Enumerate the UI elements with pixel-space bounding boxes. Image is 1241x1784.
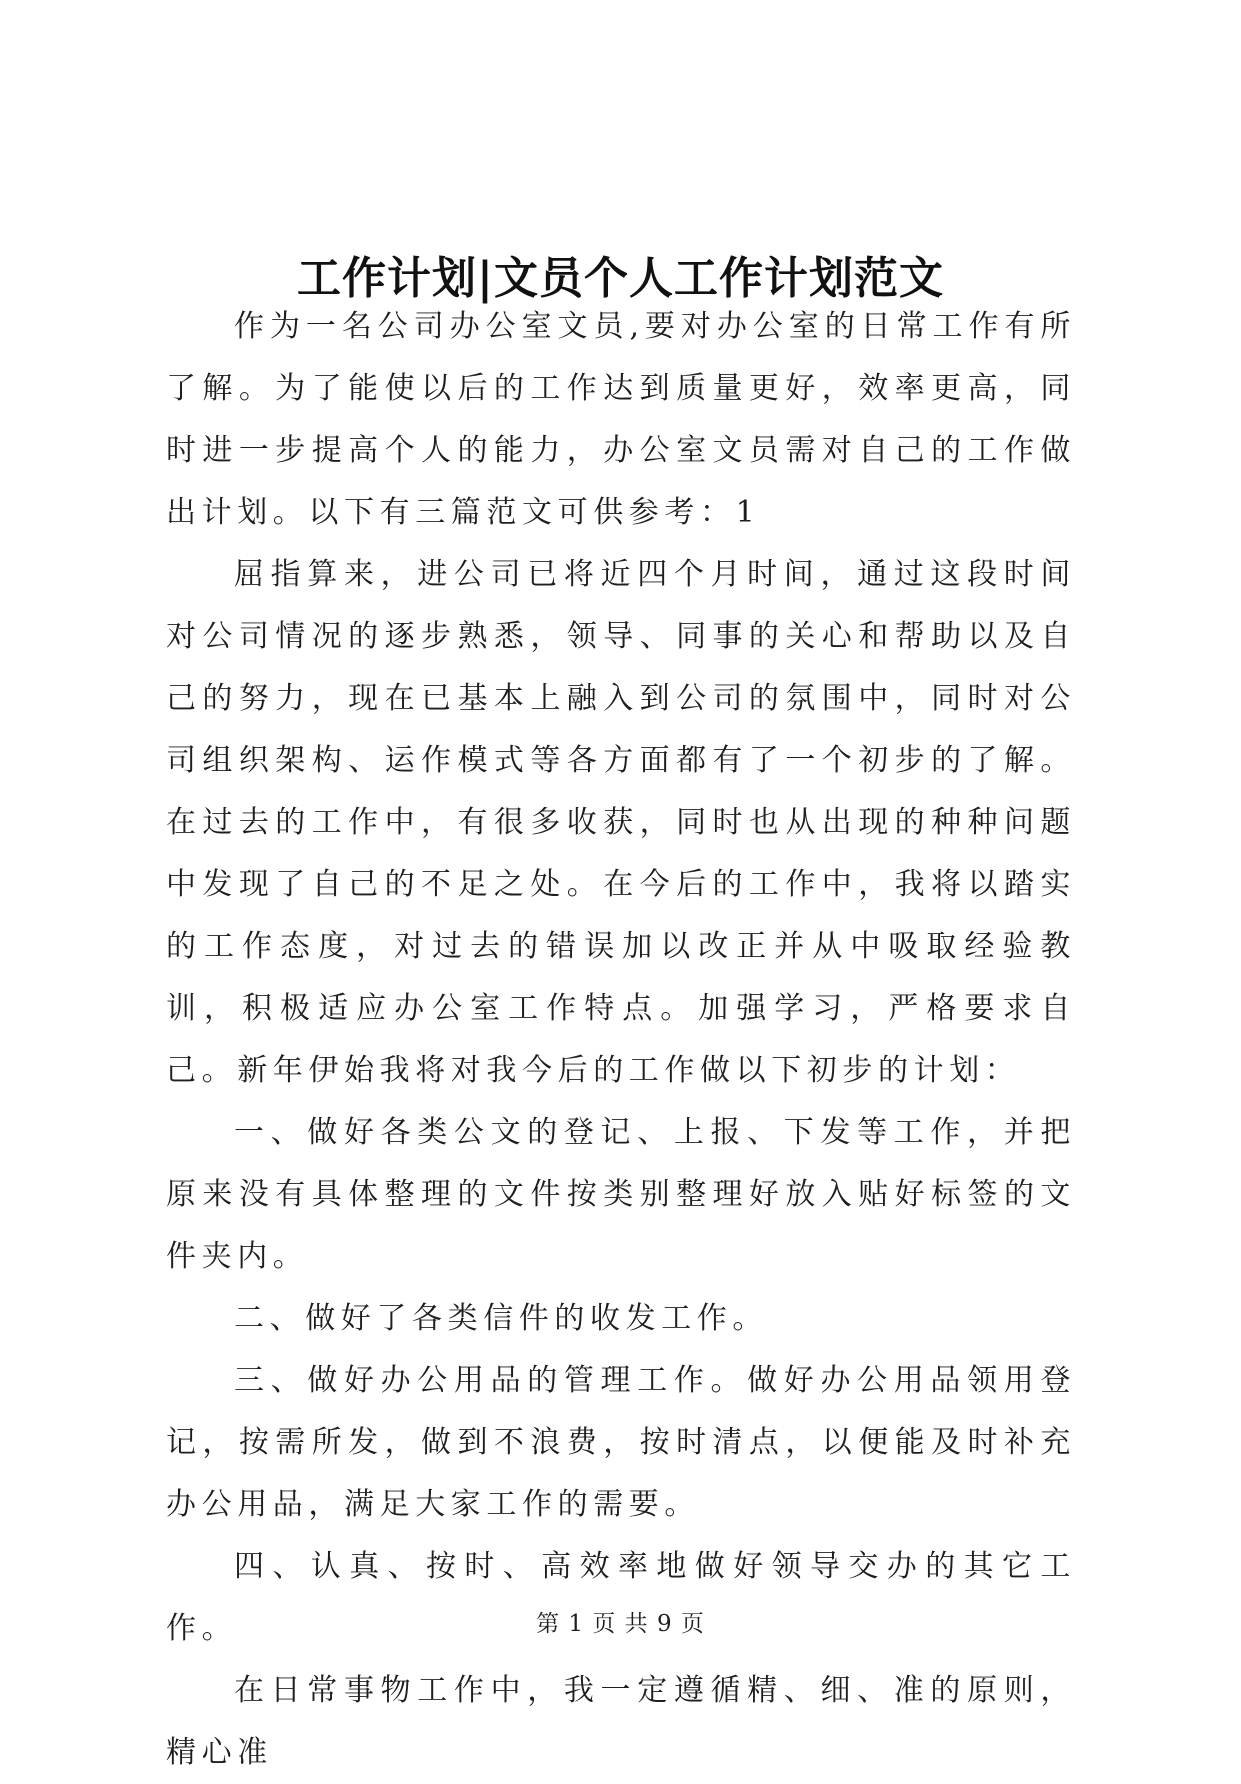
paragraph-intro: 作为一名公司办公室文员,要对办公室的日常工作有所了解。为了能使以后的工作达到质量更好，效率更高，同时进一步提高个人的能力，办公室文员需对自己的工作做出计划。以下有三篇范文可供参考：1 xyxy=(166,309,1076,530)
paragraph-item-3: 三、做好办公用品的管理工作。做好办公用品领用登记，按需所发，做到不浪费，按时清点，以便能及时补充办公用品，满足大家工作的需要。 xyxy=(166,1363,1076,1522)
document-body xyxy=(166,296,1076,1784)
paragraph-item-1: 一、做好各类公文的登记、上报、下发等工作，并把原来没有具体整理的文件按类别整理好放入贴好标签的文件夹内。 xyxy=(166,1115,1076,1274)
document-title: 工作计划|文员个人工作计划范文 xyxy=(296,253,944,305)
page-number-footer: 第 1 页 共 9 页 xyxy=(536,1611,705,1637)
paragraph-item-4: 四、认真、按时、高效率地做好领导交办的其它工作。 xyxy=(166,1549,1076,1646)
paragraph-reflection: 屈指算来，进公司已将近四个月时间，通过这段时间对公司情况的逐步熟悉，领导、同事的关心和帮助以及自己的努力，现在已基本上融入到公司的氛围中，同时对公司组织架构、运作模式等各方面都有了一个初步的了解。在过去的工作中，有很多收获，同时也从出现的种种问题中发现了自己的不足之处。在今后的工作中，我将以踏实的工作态度，对过去的错误加以改正并从中吸取经验教训，积极适应办公室工作特点。加强学习，严格要求自己。新年伊始我将对我今后的工作做以下初步的计划： xyxy=(166,557,1076,1088)
paragraph-item-2: 二、做好了各类信件的收发工作。 xyxy=(234,1301,768,1336)
paragraph-closing: 在日常事物工作中，我一定遵循精、细、准的原则，精心准 xyxy=(166,1673,1076,1770)
